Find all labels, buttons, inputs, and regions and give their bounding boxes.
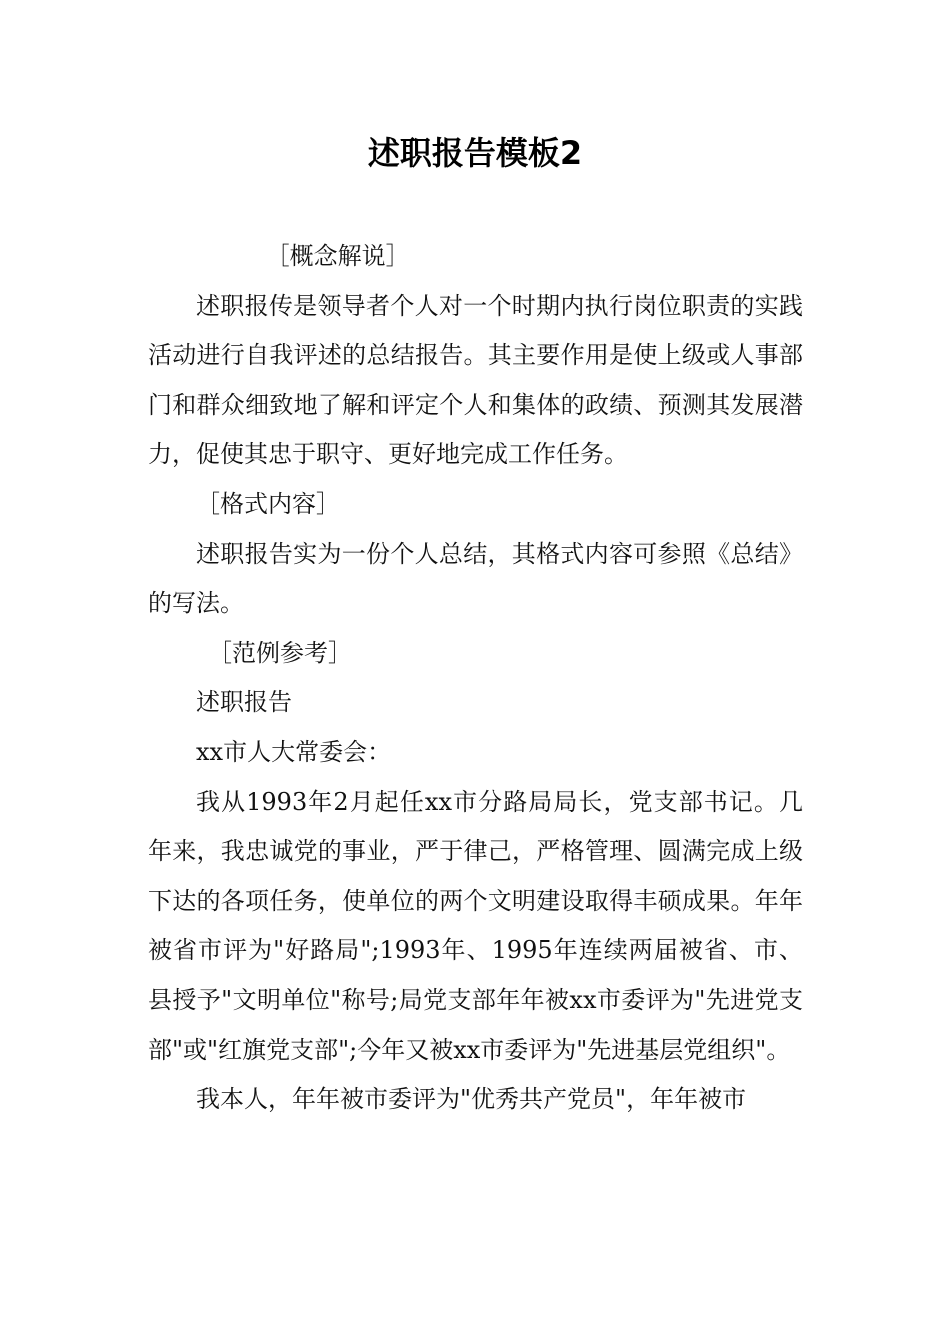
paragraph-concept: 述职报传是领导者个人对一个时期内执行岗位职责的实践活动进行自我评述的总结报告。其主要作用是使上级或人事部门和群众细致地了解和评定个人和集体的政绩、预测其发展潜力，促使其忠于职守、更好地完成工作任务。 bbox=[148, 291, 803, 469]
example-paragraph: 我从1993年2月起任xx市分路局局长，党支部书记。几年来，我忠诚党的事业，严于律己，严格管理、圆满完成上级下达的各项任务，使单位的两个文明建设取得丰硕成果。年年被省市评为"好路局";1993年、1995年连续两届被省、市、县授予"文明单位"称号;局党支部年年被xx市委评为"先进党支部"或"红旗党支部";今年又被xx市委评为"先进基层党组织"。 bbox=[148, 787, 803, 1064]
section-heading-format: ［格式内容］ bbox=[196, 489, 340, 518]
document-title: 述职报告模板2 bbox=[367, 134, 583, 172]
example-title: 述职报告 bbox=[196, 688, 292, 717]
section-heading-example: ［范例参考］ bbox=[208, 638, 352, 667]
example-salutation: xx市人大常委会： bbox=[196, 737, 392, 766]
section-heading-concept: ［概念解说］ bbox=[265, 242, 410, 270]
document-body bbox=[148, 232, 803, 1125]
paragraph-format: 述职报告实为一份个人总结，其格式内容可参照《总结》的写法。 bbox=[148, 539, 803, 618]
example-paragraph: 我本人，年年被市委评为"优秀共产党员"，年年被市 bbox=[196, 1085, 747, 1114]
